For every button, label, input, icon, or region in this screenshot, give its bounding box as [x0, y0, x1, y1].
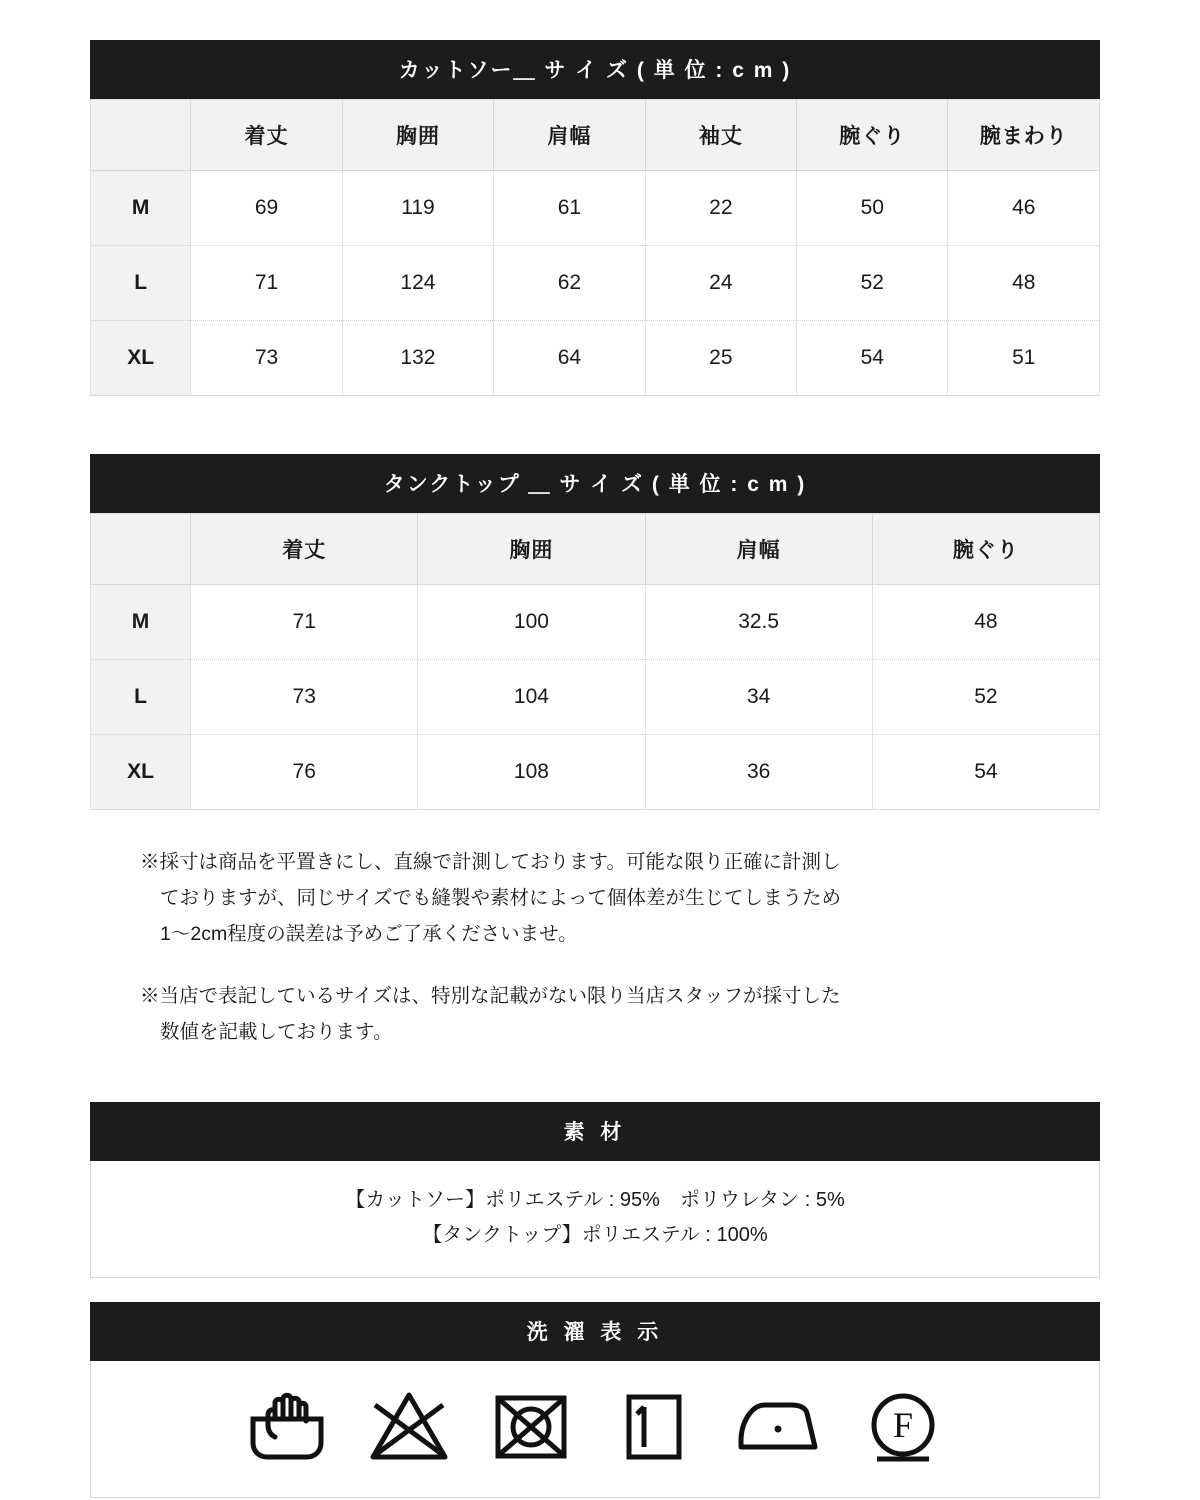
spacer — [90, 810, 1110, 844]
table-cell: 46 — [948, 171, 1100, 246]
measurement-notes — [90, 844, 1100, 1050]
column-header: 胸囲 — [342, 100, 493, 171]
table-cell: 71 — [191, 585, 418, 660]
table-cell: 73 — [191, 660, 418, 735]
column-header: 肩幅 — [494, 100, 645, 171]
table-cell: 132 — [342, 321, 493, 396]
material-line: 【カットソー】ポリエステル : 95% ポリウレタン : 5% — [345, 1189, 845, 1212]
column-header: 着丈 — [191, 100, 342, 171]
spacer — [90, 1076, 1110, 1102]
corner-cell — [91, 514, 191, 585]
row-label: XL — [91, 735, 191, 810]
table-row — [91, 321, 1100, 396]
iron-low-icon — [733, 1389, 823, 1463]
no-bleach-icon — [367, 1389, 451, 1463]
table-cell: 51 — [948, 321, 1100, 396]
table-cell: 62 — [494, 246, 645, 321]
row-label: M — [91, 171, 191, 246]
material-title: 素 材 — [90, 1102, 1100, 1161]
column-header: 腕ぐり — [872, 514, 1099, 585]
note-block — [140, 978, 1100, 1050]
table-cell: 54 — [797, 321, 948, 396]
table-cell: 50 — [797, 171, 948, 246]
table-row — [91, 735, 1100, 810]
corner-cell — [91, 100, 191, 171]
spacer — [90, 1278, 1110, 1302]
washing-body — [91, 1361, 1099, 1497]
table-cell: 61 — [494, 171, 645, 246]
table-cell: 100 — [418, 585, 645, 660]
table-cell: 48 — [948, 246, 1100, 321]
no-tumble-dry-icon — [489, 1389, 573, 1463]
table-cell: 24 — [645, 246, 796, 321]
washing-title: 洗 濯 表 示 — [90, 1302, 1100, 1361]
table-cell: 108 — [418, 735, 645, 810]
table-cell: 71 — [191, 246, 342, 321]
size-table-tanktop — [90, 454, 1100, 810]
table-cell: 34 — [645, 660, 872, 735]
table-cell: 52 — [872, 660, 1099, 735]
table-row — [91, 585, 1100, 660]
table-cell: 73 — [191, 321, 342, 396]
column-header: 袖丈 — [645, 100, 796, 171]
washing-icon-row — [91, 1389, 1099, 1463]
note-line: 数値を記載しております。 — [160, 1021, 393, 1044]
note-line: ※採寸は商品を平置きにし、直線で計測しております。可能な限り正確に計測し — [140, 851, 841, 873]
note-line: ておりますが、同じサイズでも縫製や素材によって個体差が生じてしまうため — [160, 887, 841, 910]
row-label: M — [91, 585, 191, 660]
column-header: 腕まわり — [948, 100, 1100, 171]
table-cell: 69 — [191, 171, 342, 246]
row-label: XL — [91, 321, 191, 396]
table-header-row — [91, 514, 1100, 585]
material-section — [90, 1102, 1110, 1278]
table-cell: 48 — [872, 585, 1099, 660]
table-cell: 104 — [418, 660, 645, 735]
table-row — [91, 246, 1100, 321]
row-label: L — [91, 246, 191, 321]
table-cell: 52 — [797, 246, 948, 321]
note-line: 1〜2cm程度の誤差は予めご了承くださいませ。 — [160, 923, 578, 946]
drip-dry-hang-icon — [611, 1389, 695, 1463]
hand-wash-icon — [245, 1389, 329, 1463]
table-caption-tanktop: タンクトップ ＿ サ イ ズ ( 単 位 : c m ) — [90, 454, 1100, 513]
table-cell: 25 — [645, 321, 796, 396]
table-row — [91, 660, 1100, 735]
note-line: ※当店で表記しているサイズは、特別な記載がない限り当店スタッフが採寸した — [140, 985, 841, 1008]
table-cell: 64 — [494, 321, 645, 396]
table-cell: 54 — [872, 735, 1099, 810]
row-label: L — [91, 660, 191, 735]
material-line: 【タンクトップ】ポリエステル : 100% — [422, 1224, 768, 1247]
washing-section — [90, 1302, 1110, 1498]
table-cell: 76 — [191, 735, 418, 810]
column-header: 肩幅 — [645, 514, 872, 585]
material-panel — [90, 1161, 1100, 1278]
column-header: 腕ぐり — [797, 100, 948, 171]
table-cell: 22 — [645, 171, 796, 246]
column-header: 着丈 — [191, 514, 418, 585]
table-row — [91, 171, 1100, 246]
washing-panel — [90, 1361, 1100, 1498]
table-header-row — [91, 100, 1100, 171]
note-block — [140, 844, 1100, 952]
table-cell: 119 — [342, 171, 493, 246]
table-cell: 36 — [645, 735, 872, 810]
table-caption-cutsew: カットソー＿ サ イ ズ ( 単 位 : c m ) — [90, 40, 1100, 99]
table-cell: 32.5 — [645, 585, 872, 660]
spacer — [90, 396, 1110, 454]
table-cell: 124 — [342, 246, 493, 321]
column-header: 胸囲 — [418, 514, 645, 585]
size-table-cutsew — [90, 40, 1100, 396]
material-body — [91, 1161, 1099, 1277]
dry-clean-f-icon — [861, 1389, 945, 1463]
svg-text:F: F — [892, 1405, 914, 1446]
